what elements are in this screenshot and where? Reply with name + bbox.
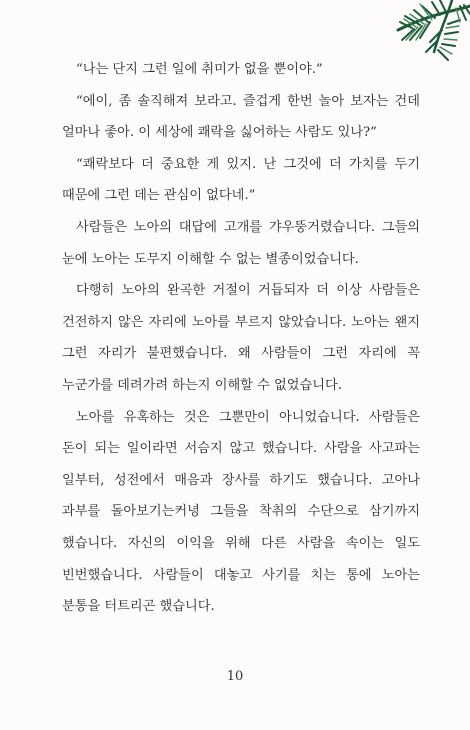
dialogue-paragraph-2: “에이, 좀 솔직해져 보라고. 즐겁게 한번 놀아 보자는 건데 얼마나 좋아. 이 세상에 쾌락을 싫어하는 사람도 있나?” [62,93,420,141]
page-number: 10 [226,669,244,684]
narrative-paragraph-1: 사람들은 노아의 대답에 고개를 갸우뚱거렸습니다. 그들의 눈에 노아는 도무지 이해할 수 없는 별종이었습니다. [62,219,420,267]
dialogue-paragraph-3: “쾌락보다 더 중요한 게 있지. 난 그것에 더 가치를 두기 때문에 그런 데는 관심이 없다네.” [62,156,420,204]
dialogue-paragraph-1: “나는 단지 그런 일에 취미가 없을 뿐이야.” [76,62,323,77]
narrative-paragraph-3: 노아를 유혹하는 것은 그뿐만이 아니었습니다. 사람들은 돈이 되는 일이라면 서슴지 않고 했습니다. 사람을 사고파는 일부터, 성전에서 매음과 장사를 하기도 했습니다. 고아나 과부를 돌아보기는커녕 그들을 착취의 수단으로 삼기까지 했습니다. 자신의 이익을 위해 다른 사람을 속이는 일도 빈번했습니다. 사람들이 대놓고 사기를 치는 통에 노아는 분통을 터트리곤 했습니다. [62,409,420,615]
narrative-paragraph-2: 다행히 노아의 완곡한 거절이 거듭되자 더 이상 사람들은 건전하지 않은 자리에 노아를 부르지 않았습니다. 노아는 왠지 그런 자리가 불편했습니다. 왜 사람들이 그런 자리에 꼭 누군가를 데려가려 하는지 이해할 수 없었습니다. [62,283,420,393]
body-text [62,54,420,623]
